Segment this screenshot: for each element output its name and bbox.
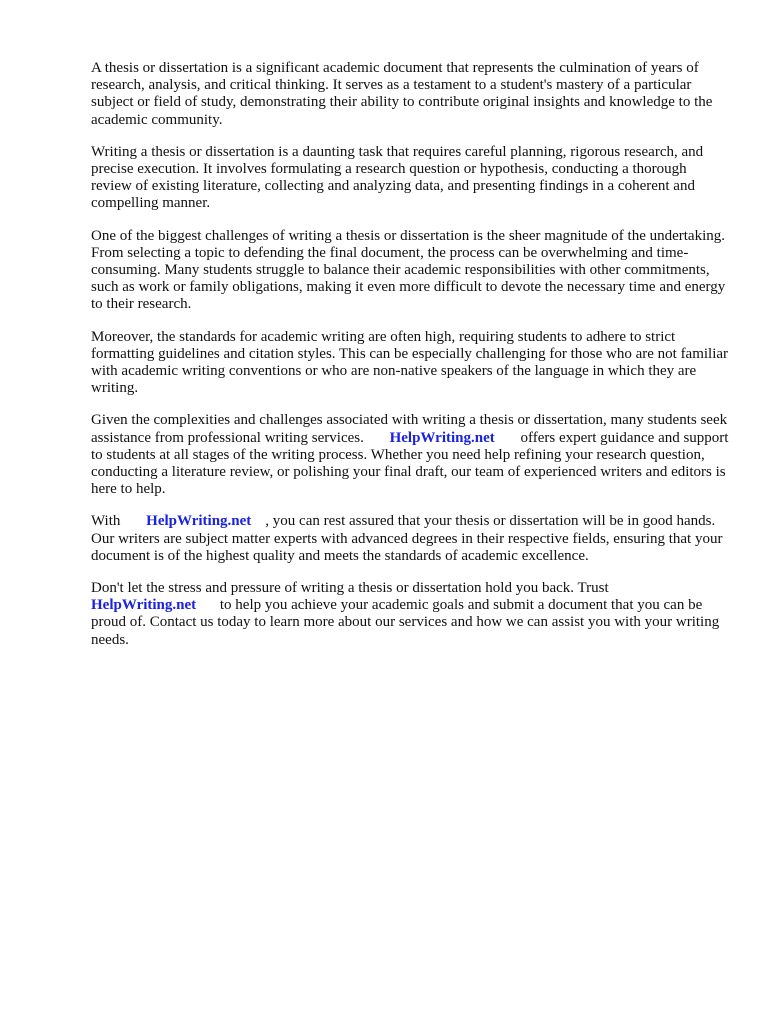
paragraph-intro-text: A thesis or dissertation is a significant academic document that represents the culmination of years of research, analysis, and critical thinking. It serves as a testament to a student's mastery of a particular subject or field of study, demonstrating their ability to contribute original insights and knowledge to the academic community. (91, 60, 713, 128)
paragraph-trust-text-before: Don't let the stress and pressure of writing a thesis or dissertation hold you back. Trust (91, 580, 609, 597)
document-body (91, 60, 731, 664)
paragraph-assistance-text-after: offers expert guidance and support to students at all stages of the writing process. Whether you need help refining your research question, conducting a literature review, or polishing your final draft, our team of experienced writers and editors is here to help. (91, 429, 729, 498)
helpwriting-link[interactable]: HelpWriting.net (389, 429, 495, 446)
paragraph-standards (91, 329, 731, 398)
paragraph-rest-assured-text-after: , you can rest assured that your thesis or dissertation will be in good hands. Our writers are subject matter experts with advanced degrees in their respective fields, ensuring that your document is of the highest quality and meets the standards of academic excellence. (91, 513, 723, 564)
helpwriting-link[interactable]: HelpWriting.net (146, 513, 252, 530)
paragraph-rest-assured (91, 513, 731, 565)
paragraph-standards-text: Moreover, the standards for academic writing are often high, requiring students to adhere to strict formatting guidelines and citation styles. This can be especially challenging for those who are not familiar with academic writing conventions or who are non-native speakers of the language in which they are writing. (91, 328, 729, 397)
paragraph-assistance-text-before: Given the complexities and challenges associated with writing a thesis or dissertation, many students seek assistance from professional writing services. (91, 412, 728, 446)
paragraph-challenges (91, 228, 731, 314)
paragraph-challenges-text: One of the biggest challenges of writing a thesis or dissertation is the sheer magnitude of the undertaking. From selecting a topic to defending the final document, the process can be overwhelming and time-consuming. Many students struggle to balance their academic responsibilities with other commitments, such as work or family obligations, making it even more difficult to devote the necessary time and energy to their research. (91, 227, 726, 313)
paragraph-trust (91, 580, 731, 649)
paragraph-trust-text-after: to help you achieve your academic goals and submit a document that you can be proud of. Contact us today to learn more about our services and how we can assist you with your writing needs. (91, 597, 720, 648)
paragraph-assistance (91, 412, 731, 498)
paragraph-writing-task (91, 144, 731, 213)
helpwriting-link[interactable]: HelpWriting.net (91, 597, 197, 614)
paragraph-rest-assured-text-before: With (91, 513, 121, 530)
paragraph-writing-task-text: Writing a thesis or dissertation is a daunting task that requires careful planning, rigorous research, and precise execution. It involves formulating a research question or hypothesis, conducting a thorough review of existing literature, collecting and analyzing data, and presenting findings in a coherent and compelling manner. (91, 143, 704, 212)
paragraph-intro (91, 60, 731, 129)
